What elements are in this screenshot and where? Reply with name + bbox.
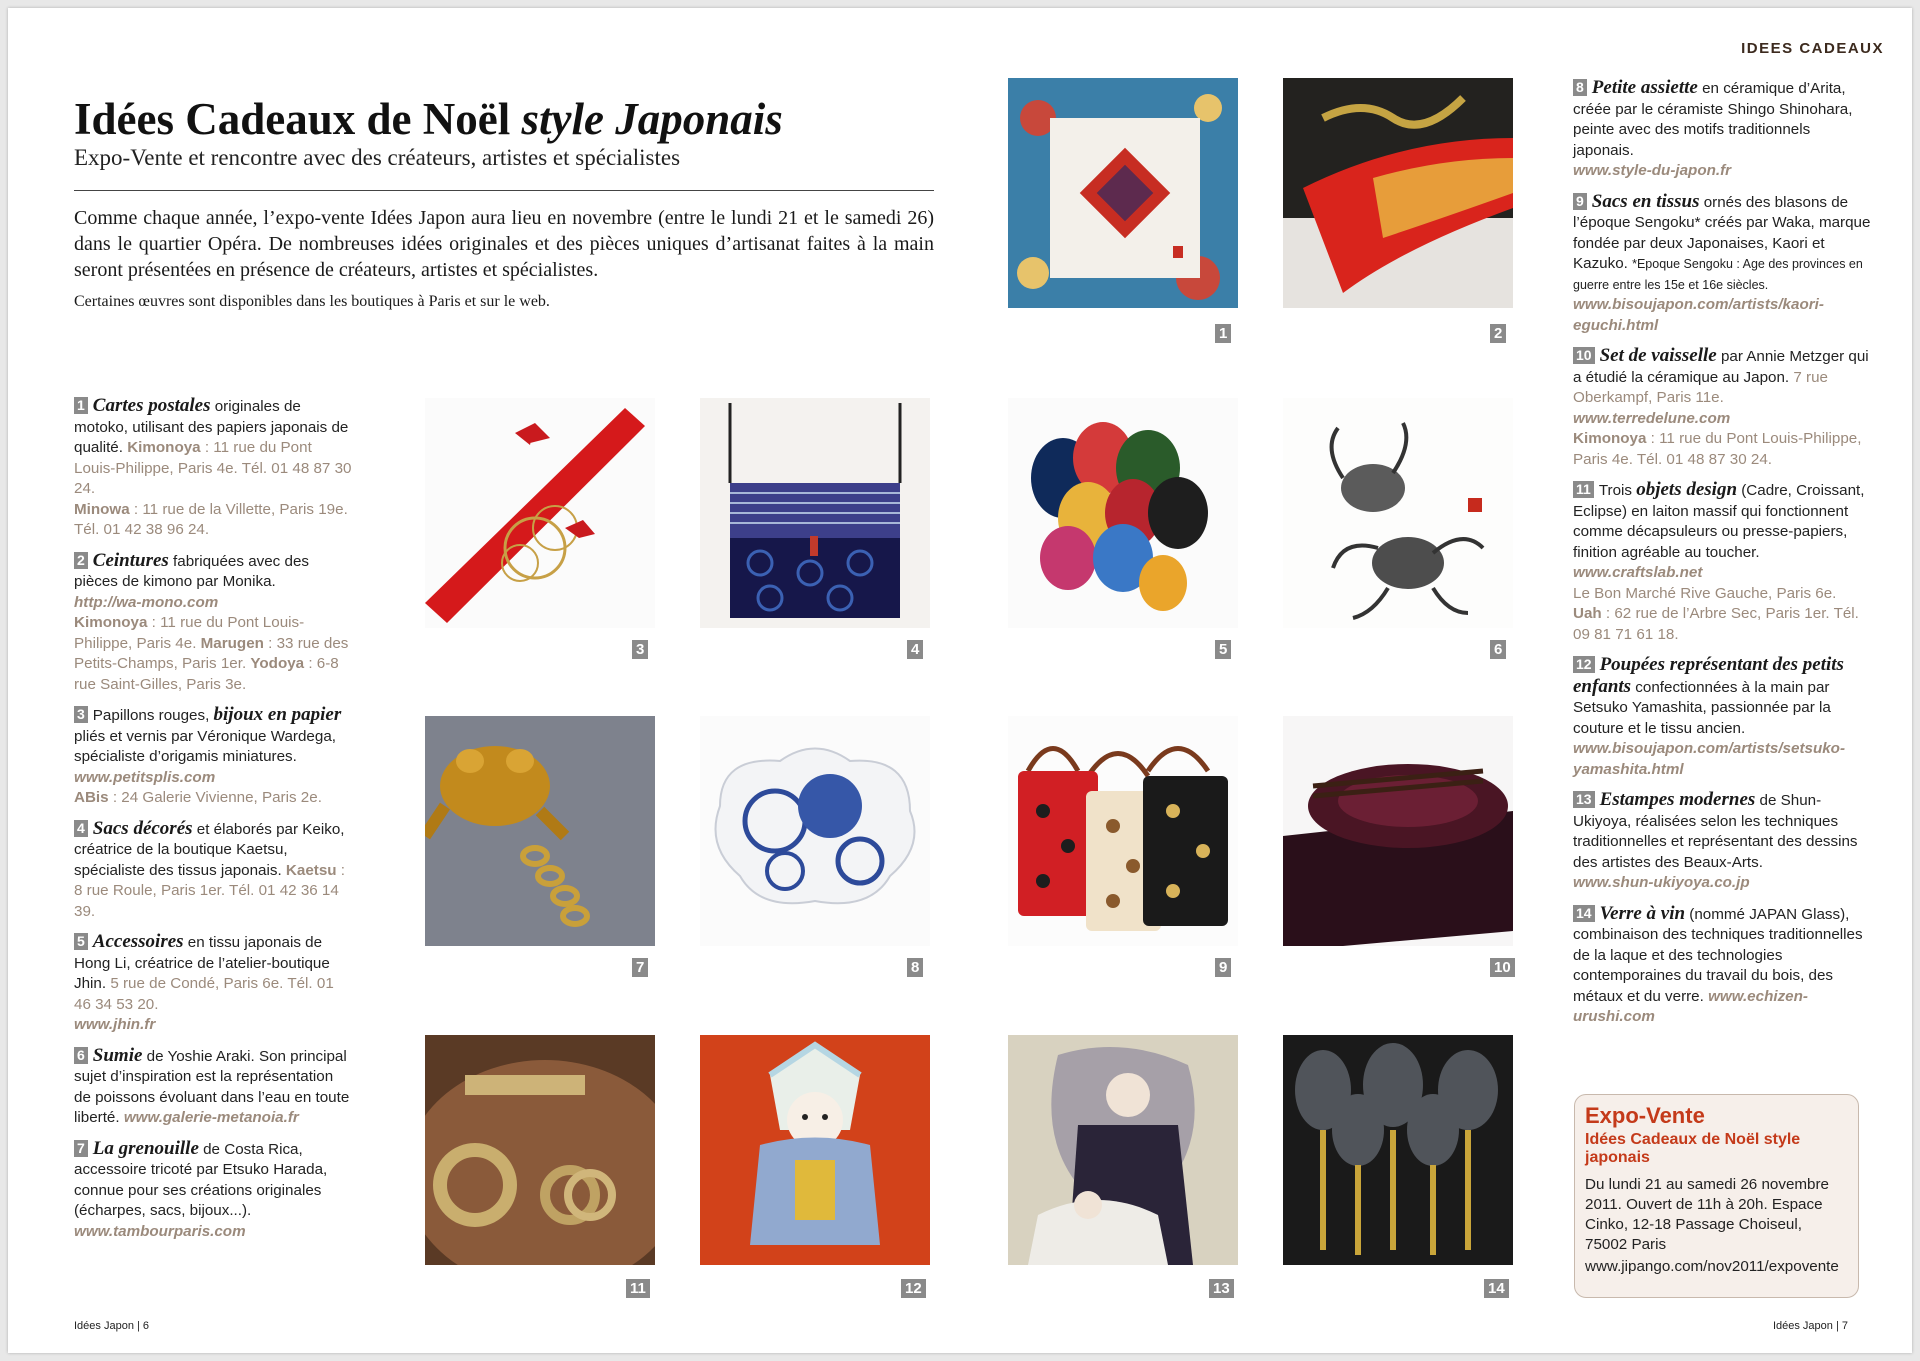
- entry-9: [1573, 192, 1873, 337]
- entry-text: Papillons rouges,: [92, 707, 214, 724]
- doll-image: [700, 1035, 930, 1265]
- web-link[interactable]: www.shun-ukiyoya.co.jp: [1573, 874, 1750, 891]
- expo-link[interactable]: www.jipango.com/nov2011/expovente: [1585, 1258, 1839, 1275]
- shop-address: 5 rue de Condé, Paris 6e. Tél. 01 46 34 53 20.: [74, 975, 334, 1013]
- entry-number: 8: [1573, 79, 1587, 96]
- photo-number-3: 3: [632, 640, 648, 659]
- photo-modern-prints: [1008, 1035, 1238, 1265]
- entry-heading: Cartes postales: [92, 395, 211, 416]
- photo-doll: [700, 1035, 930, 1265]
- photo-design-objects: [425, 1035, 655, 1265]
- photo-number-6: 6: [1490, 640, 1506, 659]
- entry-number: 1: [74, 397, 88, 414]
- expo-details: Du lundi 21 au samedi 26 novembre 2011. Ouvert de 11h à 20h. Espace Cinko, 12-18 Passage Choiseul, 75002 Paris: [1585, 1176, 1829, 1253]
- entry-text: fabriquées avec des pièces de kimono par Monika.: [74, 552, 309, 590]
- entry-heading: Sacs en tissus: [1591, 190, 1700, 212]
- photo-number-7: 7: [632, 958, 648, 977]
- web-link[interactable]: www.tambourparis.com: [74, 1222, 246, 1240]
- brass-objects-image: [425, 1035, 655, 1265]
- photo-number-11: 11: [626, 1279, 650, 1298]
- shop-name: Minowa: [74, 500, 130, 518]
- photo-number-14: 14: [1484, 1279, 1509, 1298]
- shop-name: ABis: [74, 789, 109, 806]
- sumie-ink-image: [1283, 398, 1513, 628]
- shop-address: : 11 rue de la Villette, Paris 19e. Tél. 01 42 38 96 24.: [74, 500, 348, 538]
- expo-info-box: [1574, 1094, 1859, 1298]
- entry-3: [74, 705, 354, 809]
- shop-address: : 11 rue du Pont Louis-Philippe, Paris 4e.: [74, 614, 305, 652]
- entry-text: (nommé JAPAN Glass), combinaison des techniques traditionnelles de la laque et des technologies contemporaines du travail du bois, des métaux et du verre.: [1573, 905, 1863, 1005]
- web-link[interactable]: www.jhin.fr: [74, 1016, 156, 1033]
- entry-text: confectionnées à la main par Setsuko Yamashita, passionnée par la couture et le tissu ancien.: [1573, 678, 1831, 737]
- entry-number: 14: [1573, 905, 1595, 922]
- shop-address: 7 rue Oberkampf, Paris 11e.: [1573, 368, 1828, 406]
- shop-name: Kimonoya: [74, 614, 148, 631]
- entry-number: 13: [1573, 791, 1595, 808]
- title-rule: [74, 190, 934, 191]
- entry-7: [74, 1139, 354, 1243]
- entry-number: 2: [74, 552, 88, 569]
- entry-10: [1573, 346, 1873, 470]
- photo-paper-jewelry: [425, 398, 655, 628]
- entry-5: [74, 932, 354, 1036]
- shop-address: : 33 rue des Petits-Champs, Paris 1er.: [74, 634, 349, 672]
- entry-text: de Costa Rica, accessoire tricoté par Etsuko Harada, connue pour ses créations originales (écharpes, sacs, bijoux...).: [74, 1140, 328, 1219]
- entry-heading: Sacs décorés: [92, 817, 193, 839]
- entry-heading: La grenouille: [92, 1137, 199, 1159]
- web-link[interactable]: http://wa-mono.com: [74, 593, 219, 611]
- entry-8: [1573, 78, 1873, 182]
- entry-text: pliés et vernis par Véronique Wardega, spécialiste d’origamis miniatures.: [74, 727, 336, 765]
- right-text-column: [1573, 78, 1873, 1038]
- shop-name: Yodoya: [250, 655, 305, 672]
- web-link[interactable]: www.terredelune.com: [1573, 409, 1731, 427]
- photo-number-2: 2: [1490, 324, 1506, 343]
- tableware-image: [1283, 716, 1513, 946]
- entry-13: [1573, 790, 1873, 894]
- web-link[interactable]: www.echizen-urushi.com: [1573, 987, 1808, 1025]
- entry-number: 5: [74, 933, 88, 950]
- entry-heading: Petite assiette: [1591, 77, 1698, 98]
- expo-title: Expo-Vente: [1585, 1103, 1705, 1128]
- entry-number: 12: [1573, 656, 1595, 673]
- entry-number: 11: [1573, 481, 1594, 498]
- photo-fabric-accessories: [1008, 398, 1238, 628]
- entry-text: en céramique d’Arita, créée par le céramiste Shingo Shinohara, peinte avec des motifs traditionnels japonais.: [1573, 80, 1853, 159]
- web-link[interactable]: www.petitsplis.com: [74, 768, 216, 786]
- shop-address: : 8 rue Roule, Paris 1er. Tél. 01 42 36 14 39.: [74, 861, 346, 920]
- web-link[interactable]: www.style-du-japon.fr: [1573, 162, 1732, 179]
- photo-belt: [1283, 78, 1513, 308]
- shop-name: Marugen: [200, 634, 264, 652]
- entry-heading: Set de vaisselle: [1599, 345, 1717, 366]
- photo-number-12: 12: [901, 1279, 926, 1298]
- entry-text: (Cadre, Croissant, Eclipse) en laiton massif qui fonctionnent comme décapsuleurs ou presse-papiers, finition agréable au toucher.: [1573, 482, 1865, 561]
- entry-text: originales de motoko, utilisant des papiers japonais de qualité.: [74, 398, 349, 456]
- entry-12: [1573, 655, 1873, 780]
- page-subtitle: Expo-Vente et rencontre avec des créateurs, artistes et spécialistes: [74, 145, 681, 170]
- entry-heading: Verre à vin: [1599, 902, 1686, 924]
- entry-6: [74, 1046, 354, 1129]
- entry-number: 10: [1573, 347, 1595, 364]
- shop-name: Kimonoya: [127, 439, 201, 456]
- entry-text: Trois: [1598, 482, 1637, 499]
- fabric-bags-image: [1008, 716, 1238, 946]
- entry-text: et élaborés par Keiko, créatrice de la boutique Kaetsu, spécialiste des tissus japonais.: [74, 820, 345, 879]
- entry-text: de Shun-Ukiyoya, réalisées selon les techniques traditionnelles et représentant des dessins des artistes des Beaux-Arts.: [1573, 792, 1858, 871]
- entry-heading: Ceintures: [92, 549, 169, 571]
- shop-address: : 6-8 rue Saint-Gilles, Paris 3e.: [74, 655, 339, 693]
- entry-1: [74, 396, 354, 541]
- photo-postcards: [1008, 78, 1238, 308]
- shop-name: Kaetsu: [285, 861, 337, 879]
- bag-image: [700, 398, 930, 628]
- wine-glasses-image: [1283, 1035, 1513, 1265]
- entry-number: 4: [74, 820, 88, 837]
- shop-address: : 62 rue de l’Arbre Sec, Paris 1er. Tél. 09 81 71 61 18.: [1573, 605, 1859, 643]
- entry-heading: Accessoires: [92, 931, 184, 952]
- shop-address: : 11 rue du Pont Louis-Philippe, Paris 4e. Tél. 01 48 87 30 24.: [1573, 430, 1862, 468]
- entry-text: en tissu japonais de Hong Li, créatrice de l’atelier-boutique Jhin.: [74, 934, 330, 992]
- photo-number-10: 10: [1490, 958, 1515, 977]
- entry-number: 9: [1573, 193, 1587, 210]
- photo-small-plate: [700, 716, 930, 946]
- title-italic: style Japonais: [521, 94, 783, 144]
- entry-11: [1573, 480, 1873, 645]
- photo-sumie: [1283, 398, 1513, 628]
- butterfly-jewelry-image: [425, 398, 655, 628]
- knitted-frog-image: [425, 716, 655, 946]
- shop-address: Le Bon Marché Rive Gauche, Paris 6e.: [1573, 584, 1837, 602]
- expo-subtitle: Idées Cadeaux de Noël style japonais: [1585, 1131, 1801, 1166]
- belt-image: [1283, 78, 1513, 308]
- shop-address: : 11 rue du Pont Louis-Philippe, Paris 4e. Tél. 01 48 87 30 24.: [74, 439, 352, 497]
- entry-14: [1573, 904, 1873, 1028]
- photo-number-5: 5: [1215, 640, 1231, 659]
- web-link[interactable]: www.craftslab.net: [1573, 564, 1703, 581]
- entry-number: 3: [74, 706, 88, 723]
- fabric-ovals-image: [1008, 398, 1238, 628]
- photo-number-8: 8: [907, 958, 923, 977]
- title-main: Idées Cadeaux de Noël: [74, 94, 511, 144]
- web-link[interactable]: www.bisoujapon.com/artists/kaori-eguchi.html: [1573, 296, 1824, 334]
- photo-frog: [425, 716, 655, 946]
- intro-paragraph: Comme chaque année, l’expo-vente Idées Japon aura lieu en novembre (entre le lundi 21 et le samedi 26) dans le quartier Opéra. De nombreuses idées originales et des pièces uniques d’artisanat faites à la main seront présentées en présence de créateurs, artistes et spécialistes.: [74, 207, 934, 281]
- folio-left: Idées Japon | 6: [74, 1320, 150, 1332]
- web-link[interactable]: www.bisoujapon.com/artists/setsuko-yamashita.html: [1573, 740, 1846, 778]
- entry-4: [74, 819, 354, 923]
- intro-note: Certaines œuvres sont disponibles dans les boutiques à Paris et sur le web.: [74, 293, 550, 310]
- shop-name: Uah: [1573, 605, 1602, 622]
- entry-text: ornés des blasons de l’époque Sengoku* créés par Waka, marque fondée par deux Japonaises, Kaori et Kazuko.: [1573, 193, 1871, 272]
- entry-text: de Yoshie Araki. Son principal sujet d’inspiration est la représentation de poissons évoluant dans l’eau en toute liberté.: [74, 1047, 350, 1126]
- arita-plate-image: [700, 716, 930, 946]
- web-link[interactable]: www.galerie-metanoia.fr: [123, 1109, 299, 1126]
- entry-heading: Poupées représentant des petits enfants: [1573, 654, 1844, 697]
- photo-decorated-bag: [700, 398, 930, 628]
- entry-number: 7: [74, 1140, 88, 1157]
- photo-wine-glasses: [1283, 1035, 1513, 1265]
- shop-address: : 24 Galerie Vivienne, Paris 2e.: [108, 789, 322, 806]
- photo-number-9: 9: [1215, 958, 1231, 977]
- entry-heading: bijoux en papier: [213, 704, 342, 725]
- photo-fabric-bags: [1008, 716, 1238, 946]
- magazine-spread: [8, 8, 1912, 1353]
- photo-number-4: 4: [907, 640, 923, 659]
- entry-heading: Sumie: [92, 1044, 143, 1066]
- photo-number-13: 13: [1209, 1279, 1234, 1298]
- photo-tableware: [1283, 716, 1513, 946]
- photo-number-1: 1: [1215, 324, 1231, 343]
- left-text-column: [74, 396, 354, 1252]
- page-title: [74, 96, 944, 143]
- ukiyoe-print-image: [1008, 1035, 1238, 1265]
- entry-heading: Estampes modernes: [1599, 789, 1756, 810]
- shop-name: Kimonoya: [1573, 430, 1647, 447]
- entry-number: 6: [74, 1047, 88, 1064]
- section-tag: IDEES CADEAUX: [1741, 40, 1884, 57]
- postcard-image: [1008, 78, 1238, 308]
- entry-heading: objets design: [1636, 479, 1738, 500]
- entry-text: par Annie Metzger qui a étudié la céramique au Japon.: [1573, 348, 1869, 386]
- folio-right: Idées Japon | 7: [1772, 1320, 1848, 1332]
- entry-footnote: *Epoque Sengoku : Age des provinces en guerre entre les 15e et 16e siècles.: [1573, 257, 1863, 292]
- entry-2: [74, 551, 354, 696]
